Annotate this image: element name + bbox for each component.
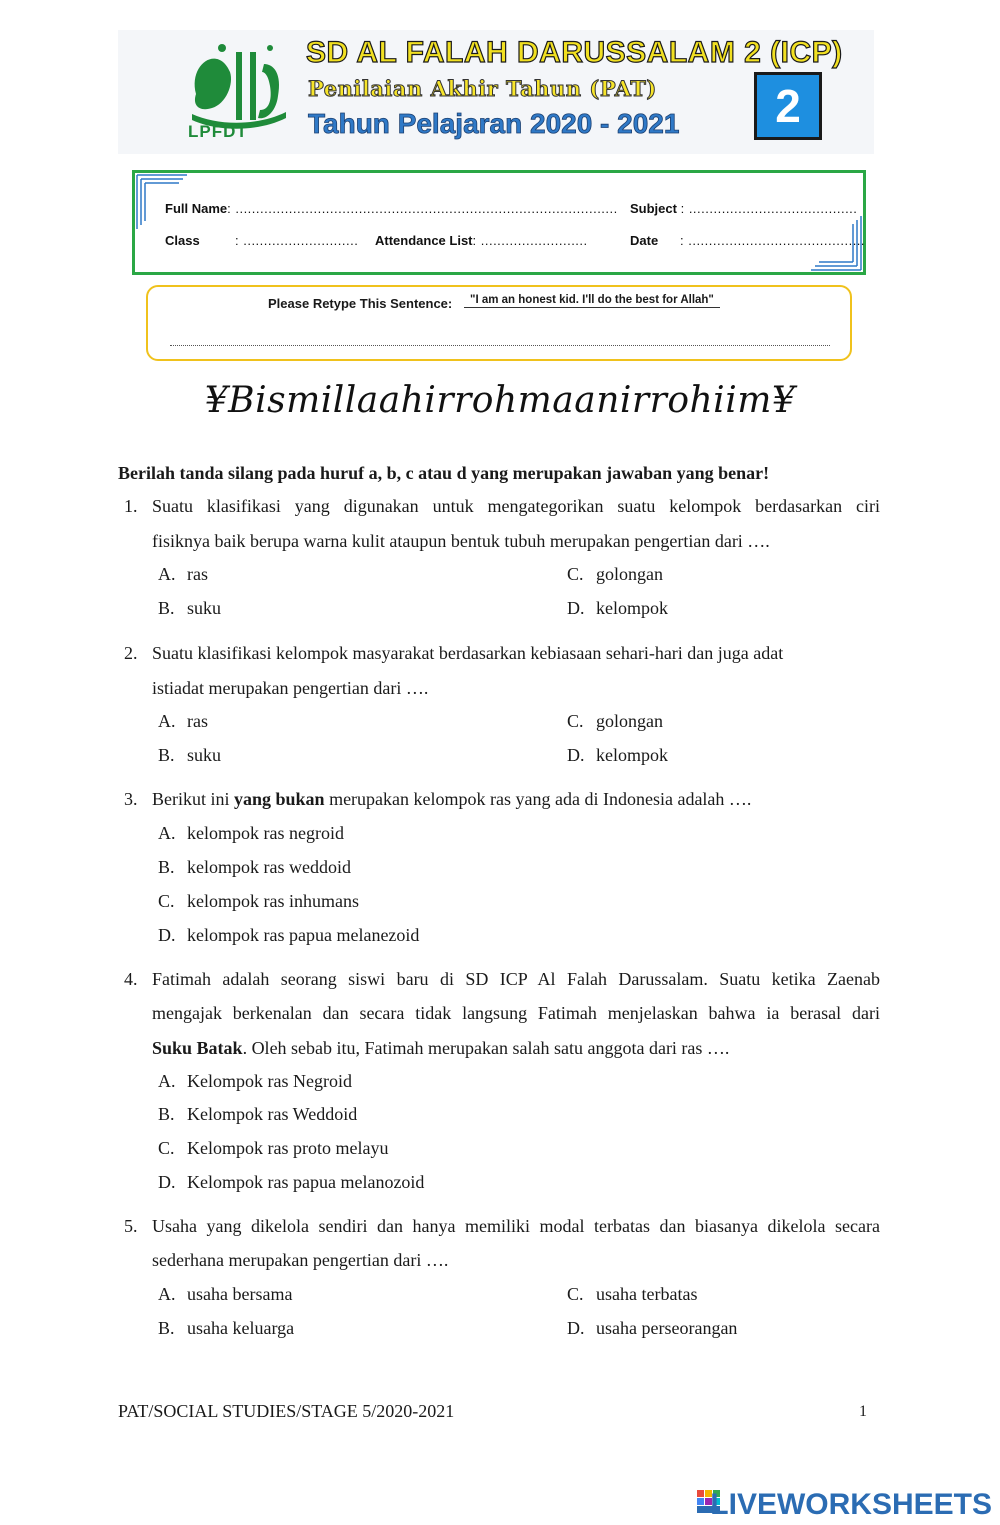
question-text: Suatu klasifikasi yang digunakan untuk mengategorikan suatu kelompok berdasarkan ciri	[152, 496, 880, 516]
attendance-field[interactable]: Attendance List: ..........................	[375, 233, 588, 248]
question-text: Suatu klasifikasi kelompok masyarakat berdasarkan kebiasaan sehari-hari dan juga adat	[152, 643, 784, 663]
option-d[interactable]: D. kelompok	[567, 745, 668, 765]
retype-sentence: "I am an honest kid. I'll do the best for Allah"	[464, 294, 720, 308]
option-b[interactable]: B. usaha keluarga	[158, 1318, 295, 1338]
student-identity-box	[132, 170, 866, 275]
academic-year: Tahun Pelajaran 2020 - 2021	[308, 108, 680, 139]
bismillah-heading: ¥Bismillaahirrohmaanirrohiim¥	[204, 380, 796, 421]
option-d[interactable]: D. Kelompok ras papua melanozoid	[158, 1172, 425, 1192]
question-text: istiadat merupakan pengertian dari ….	[152, 678, 429, 698]
full-name-field[interactable]: Full Name: .............................................................................................	[165, 201, 618, 216]
question-text: Suku Batak. Oleh sebab itu, Fatimah merupakan salah satu anggota dari ras ….	[152, 1038, 730, 1058]
option-c[interactable]: C. golongan	[567, 711, 663, 731]
retype-answer-line[interactable]	[170, 345, 830, 346]
option-c[interactable]: C. kelompok ras inhumans	[158, 891, 359, 911]
school-header	[118, 30, 874, 154]
question-text: Berikut ini yang bukan merupakan kelompok ras yang ada di Indonesia adalah ….	[152, 789, 752, 809]
option-a[interactable]: A. ras	[158, 711, 208, 731]
retype-sentence-box	[146, 285, 852, 361]
option-d[interactable]: D. usaha perseorangan	[567, 1318, 738, 1338]
question-text: mengajak berkenalan dan secara tidak langsung Fatimah menjelaskan bahwa ia berasal dari	[152, 1003, 880, 1023]
option-d[interactable]: D. kelompok	[567, 598, 668, 618]
subject-field[interactable]: Subject : .........................................	[630, 201, 858, 216]
question-text: Usaha yang dikelola sendiri dan hanya memiliki modal terbatas dan biasanya dikelola secara	[152, 1216, 880, 1236]
option-c[interactable]: C. golongan	[567, 564, 663, 584]
logo-text: LPFDT	[188, 122, 248, 141]
question-number: 4.	[124, 969, 138, 989]
instruction-text: Berilah tanda silang pada huruf a, b, c atau d yang merupakan jawaban yang benar!	[118, 463, 770, 483]
question-number: 2.	[124, 643, 138, 663]
option-b[interactable]: B. suku	[158, 598, 222, 618]
option-a[interactable]: A. ras	[158, 564, 208, 584]
question-text: fisiknya baik berupa warna kulit ataupun bentuk tubuh merupakan pengertian dari ….	[152, 531, 770, 551]
option-b[interactable]: B. kelompok ras weddoid	[158, 857, 351, 877]
class-field[interactable]: Class : ............................	[165, 233, 359, 248]
exam-title: Penilaian Akhir Tahun (PAT)	[308, 76, 657, 101]
date-field[interactable]: Date : ...........................................	[630, 233, 866, 248]
retype-label: Please Retype This Sentence:	[268, 296, 453, 311]
option-d[interactable]: D. kelompok ras papua melanezoid	[158, 925, 420, 945]
question-text: sederhana merupakan pengertian dari ….	[152, 1250, 449, 1270]
option-c[interactable]: C. usaha terbatas	[567, 1284, 698, 1304]
grade-badge: 2	[754, 72, 822, 140]
question-text: Fatimah adalah seorang siswi baru di SD ICP Al Falah Darussalam. Suatu ketika Zaenab	[152, 969, 880, 989]
question-number: 5.	[124, 1216, 138, 1236]
liveworksheets-brand[interactable]: LIVEWORKSHEETS	[710, 1488, 992, 1521]
footer-code: PAT/SOCIAL STUDIES/STAGE 5/2020-2021	[118, 1401, 455, 1421]
school-name: SD AL FALAH DARUSSALAM 2 (ICP)	[306, 36, 843, 69]
page-number: 1	[859, 1403, 867, 1420]
option-b[interactable]: B. suku	[158, 745, 222, 765]
question-number: 1.	[124, 496, 138, 516]
question-number: 3.	[124, 789, 138, 809]
option-a[interactable]: A. kelompok ras negroid	[158, 823, 344, 843]
option-a[interactable]: A. usaha bersama	[158, 1284, 293, 1304]
option-c[interactable]: C. Kelompok ras proto melayu	[158, 1138, 389, 1158]
option-a[interactable]: A. Kelompok ras Negroid	[158, 1071, 352, 1091]
option-b[interactable]: B. Kelompok ras Weddoid	[158, 1104, 358, 1124]
